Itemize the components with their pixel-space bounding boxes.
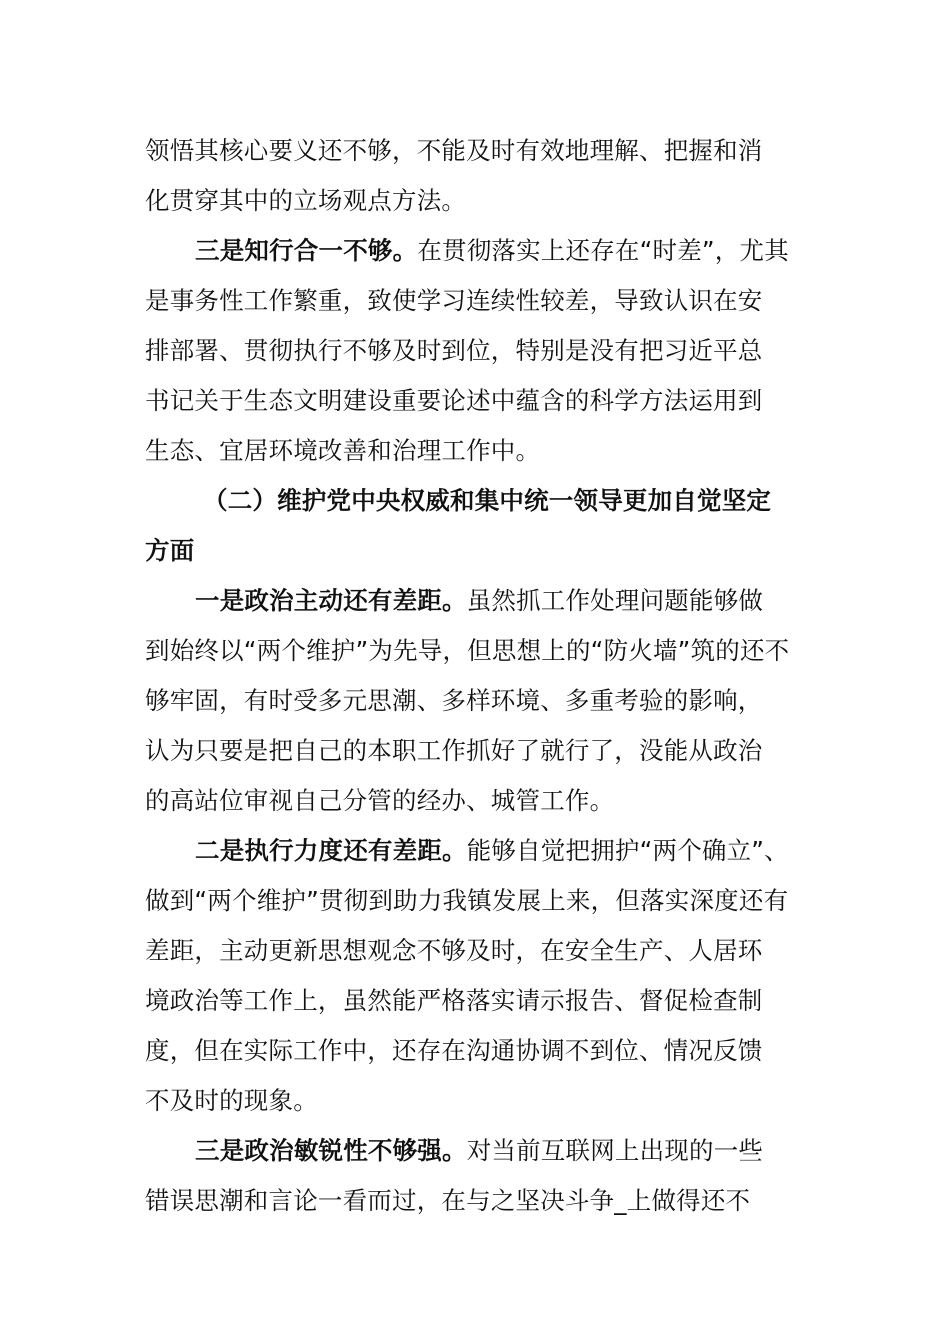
paragraph-start [145, 226, 805, 276]
bold-lead: 二是执行力度还有差距。 [195, 836, 467, 865]
line-text: 能够自觉把拥护“两个确立”、 [466, 836, 789, 865]
paragraph-start [145, 576, 805, 626]
section-heading [145, 476, 805, 526]
line-text: 境政治等工作上，虽然能严格落实请示报告、督促检查制 [145, 986, 763, 1015]
text-line [145, 876, 805, 926]
text-line [145, 276, 805, 326]
line-text: 书记关于生态文明建设重要论述中蕴含的科学方法运用到 [145, 386, 763, 415]
text-line [145, 426, 805, 476]
text-line [145, 1176, 805, 1226]
line-text: 够牢固，有时受多元思潮、多样环境、多重考验的影响， [145, 686, 763, 715]
line-text: 在贯彻落实上还存在“时差”，尤其 [417, 236, 789, 265]
line-text: 排部署、贯彻执行不够及时到位，特别是没有把习近平总 [145, 336, 763, 365]
line-text: 做到“两个维护”贯彻到助力我镇发展上来，但落实深度还有 [145, 886, 789, 915]
line-text: 不及时的现象。 [145, 1086, 318, 1115]
text-line [145, 726, 805, 776]
text-line [145, 626, 805, 676]
text-line [145, 376, 805, 426]
text-line [145, 126, 805, 176]
line-text: 领悟其核心要义还不够，不能及时有效地理解、把握和消 [145, 136, 763, 165]
line-text: 虽然抓工作处理问题能够做 [466, 586, 764, 615]
line-text: 生态、宜居环境改善和治理工作中。 [145, 436, 541, 465]
line-text: 是事务性工作繁重，致使学习连续性较差，导致认识在安 [145, 286, 763, 315]
section-heading-text: （二）维护党中央权威和集中统一领导更加自觉坚定 [203, 486, 772, 515]
line-text: 差距，主动更新思想观念不够及时，在安全生产、人居环 [145, 936, 763, 965]
line-text: 度，但在实际工作中，还存在沟通协调不到位、情况反馈 [145, 1036, 763, 1065]
bold-lead: 三是政治敏锐性不够强。 [195, 1136, 467, 1165]
line-text: 对当前互联网上出现的一些 [466, 1136, 764, 1165]
line-text: 到始终以“两个维护”为先导，但思想上的“防火墙”筑的还不 [145, 636, 790, 665]
line-text: 错误思潮和言论一看而过，在与之坚决斗争_上做得还不 [145, 1186, 751, 1215]
text-line [145, 326, 805, 376]
text-line [145, 976, 805, 1026]
line-text: 认为只要是把自己的本职工作抓好了就行了，没能从政治 [145, 736, 763, 765]
section-heading-text: 方面 [145, 536, 195, 565]
bold-lead: 三是知行合一不够。 [195, 236, 418, 265]
bold-lead: 一是政治主动还有差距。 [195, 586, 467, 615]
document-page [145, 126, 805, 1226]
text-line [145, 176, 805, 226]
section-heading-continued [145, 526, 805, 576]
text-line [145, 676, 805, 726]
text-line [145, 1026, 805, 1076]
paragraph-start [145, 826, 805, 876]
paragraph-start [145, 1126, 805, 1176]
line-text: 化贯穿其中的立场观点方法。 [145, 186, 467, 215]
text-line [145, 776, 805, 826]
text-line [145, 1076, 805, 1126]
text-line [145, 926, 805, 976]
line-text: 的高站位审视自己分管的经办、城管工作。 [145, 786, 615, 815]
